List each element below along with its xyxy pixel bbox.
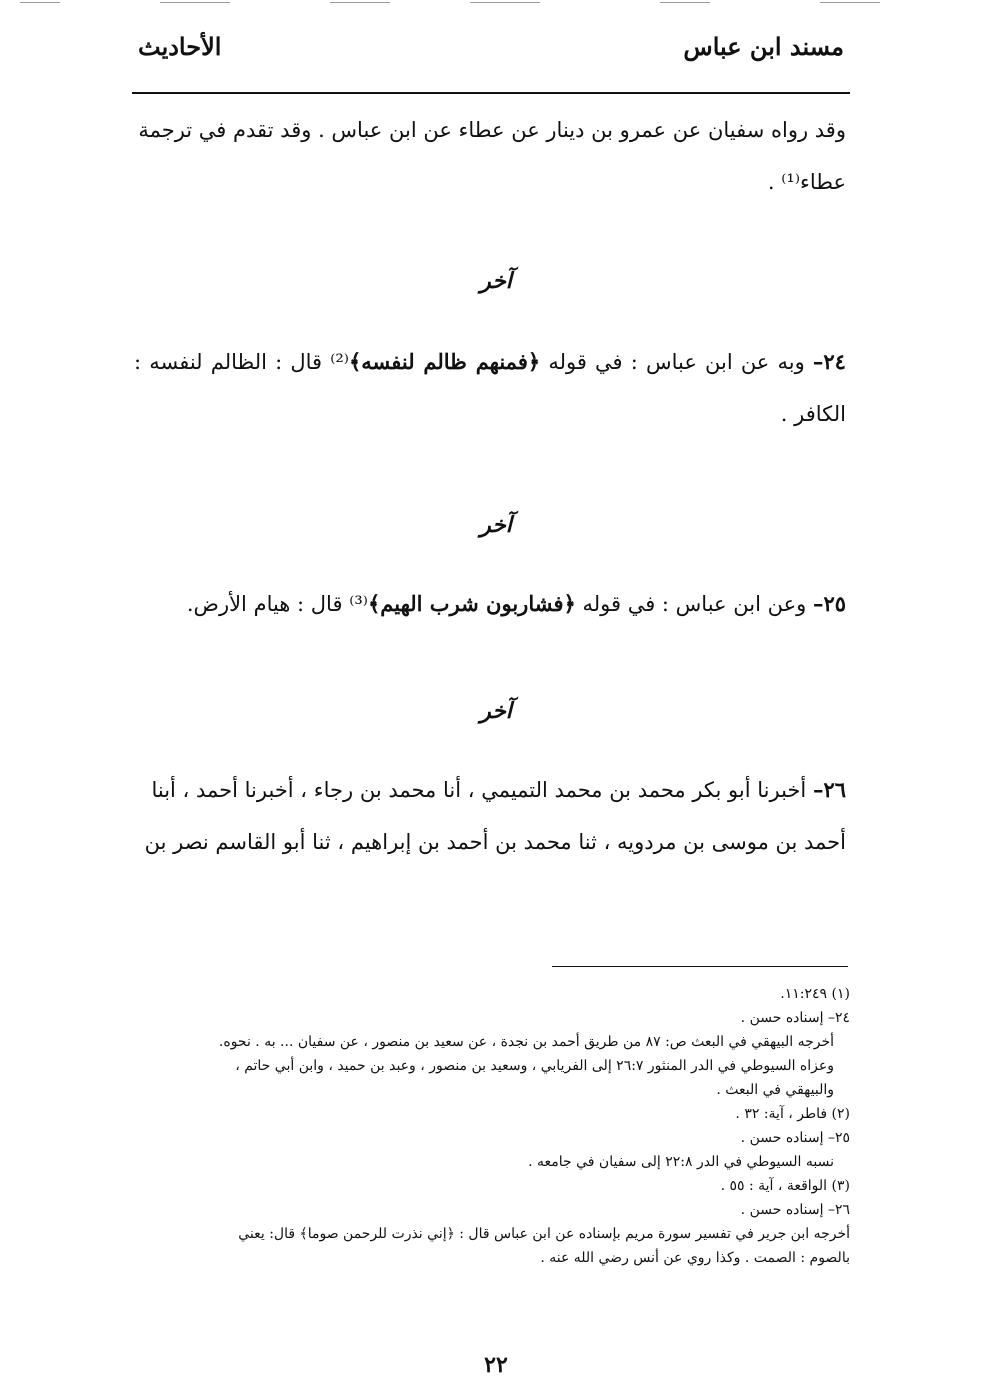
- footnote-6: (٢) فاطر ، آية: ٣٢ .: [735, 1106, 850, 1122]
- header-rule: [132, 92, 850, 94]
- footnotes: [138, 982, 850, 1270]
- hadith-26-number: ٢٦–: [812, 777, 846, 802]
- hadith-26-line-1-text: أخبرنا أبو بكر محمد بن محمد التميمي ، أنا محمد بن رجاء ، أخبرنا أحمد ، أبنا: [151, 778, 807, 802]
- footnote-9: (٣) الواقعة ، آية : ٥٥ .: [720, 1178, 850, 1194]
- hadith-24-footnote-ref: ⁽²⁾: [330, 350, 349, 374]
- running-header-section-title: الأحاديث: [138, 32, 222, 61]
- hadith-26-line-1: [134, 764, 846, 816]
- hadith-25: [134, 578, 846, 630]
- hadith-24-intro: وبه عن ابن عباس : في قوله: [548, 350, 805, 374]
- hadith-24-number: ٢٤–: [812, 349, 846, 374]
- footnote-10: ٢٦– إسناده حسن .: [740, 1202, 850, 1218]
- hadith-25-number: ٢٥–: [812, 591, 846, 616]
- footnote-11: أخرجه ابن جرير في تفسير سورة مريم بإسناده عن ابن عباس قال : ﴿إني نذرت للرحمن صوما﴾ قال: يعني: [238, 1226, 850, 1242]
- paragraph-intro-line-1: وقد رواه سفيان عن عمرو بن دينار عن عطاء عن ابن عباس . وقد تقدم في ترجمة: [138, 118, 846, 142]
- hadith-25-footnote-ref: ⁽³⁾: [349, 592, 368, 616]
- hadith-24: [134, 336, 846, 440]
- footnote-3: أخرجه البيهقي في البعث ص: ٨٧ من طريق أحمد بن نجدة ، عن سعيد بن منصور ، عن سفيان ... به . نحوه.: [218, 1034, 834, 1050]
- footnote-1: (١) ١١:٢٤٩.: [780, 986, 850, 1002]
- separator-akhar-3: آخر: [480, 698, 512, 724]
- footnote-rule: [552, 966, 848, 967]
- hadith-24-text: قال : الظالم لنفسه : الكافر .: [134, 350, 846, 426]
- footnote-8: نسبه السيوطي في الدر ٢٢:٨ إلى سفيان في جامعه .: [528, 1154, 834, 1170]
- paragraph-intro-line-2: عطاء⁽¹⁾ .: [767, 170, 846, 194]
- hadith-25-intro: وعن ابن عباس : في قوله: [582, 592, 807, 616]
- hadith-26-line-2: أحمد بن موسى بن مردويه ، ثنا محمد بن أحمد بن إبراهيم ، ثنا أبو القاسم نصر بن: [144, 830, 846, 854]
- hadith-26: [134, 764, 846, 868]
- footnote-7: ٢٥– إسناده حسن .: [740, 1130, 850, 1146]
- running-header-book-title: مسند ابن عباس: [683, 32, 844, 61]
- separator-akhar-1: آخر: [480, 268, 512, 294]
- hadith-25-text: قال : هيام الأرض.: [186, 592, 343, 616]
- paragraph-intro: [134, 104, 846, 208]
- footnote-2: ٢٤– إسناده حسن .: [740, 1010, 850, 1026]
- footnote-12: بالصوم : الصمت . وكذا روي عن أنس رضي الله عنه .: [540, 1250, 850, 1266]
- footnote-5: والبيهقي في البعث .: [716, 1082, 834, 1098]
- hadith-25-quran-verse: ﴿فشاربون شرب الهيم﴾: [367, 591, 576, 616]
- separator-akhar-2: آخر: [480, 512, 512, 538]
- footnote-4: وعزاه السيوطي في الدر المنثور ٢٦:٧ إلى الفريابي ، وسعيد بن منصور ، وعبد بن حميد ، وابن أبي حاتم ،: [235, 1058, 834, 1074]
- page-number: ٢٢: [484, 1352, 508, 1378]
- scan-edge-marks: [0, 2, 992, 8]
- hadith-24-quran-verse: ﴿فمنهم ظالم لنفسه﴾: [348, 349, 541, 374]
